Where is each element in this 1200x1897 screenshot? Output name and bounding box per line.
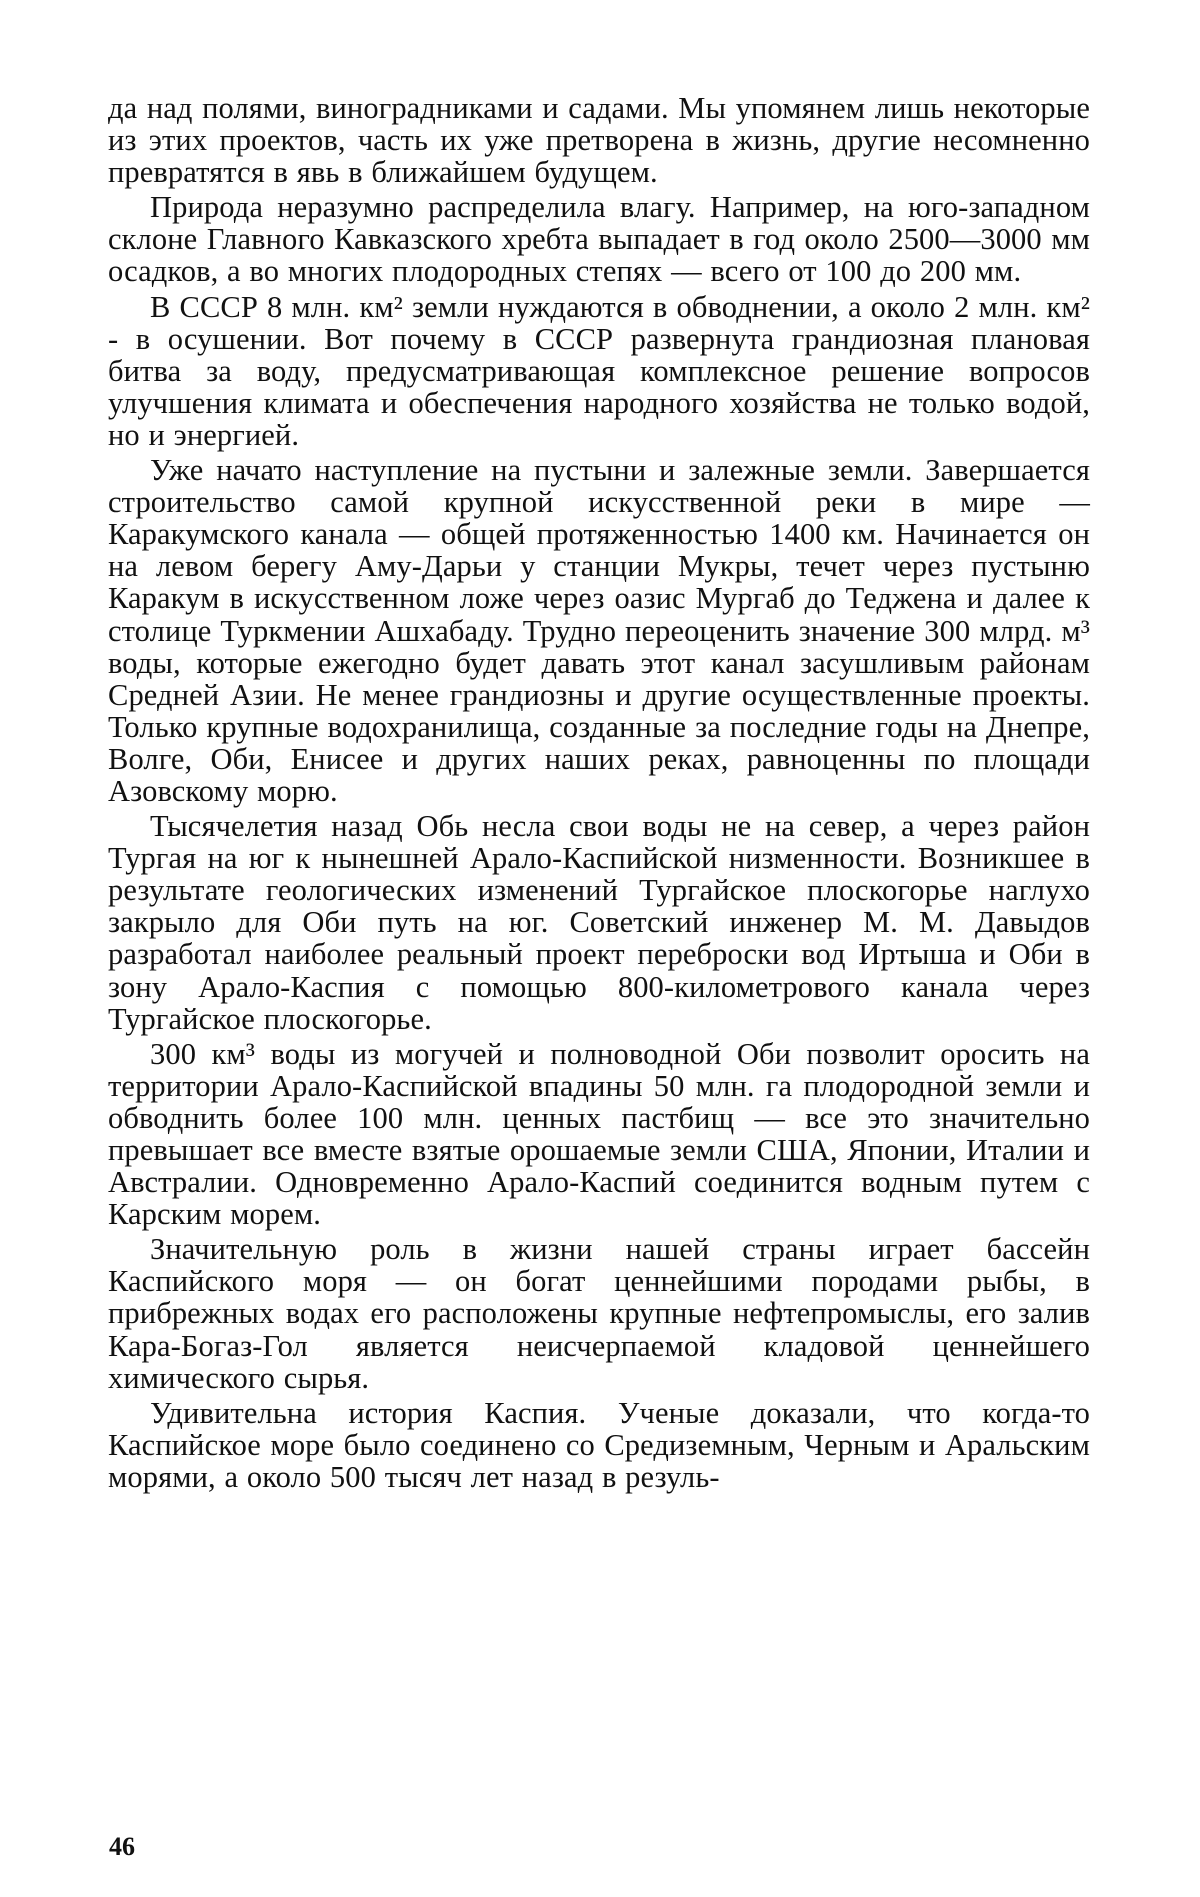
- paragraph-caspian-history: Удивительна история Каспия. Ученые доказали, что когда-то Каспийское море было соединено со Средиземным, Черным и Аральским морями, а около 500 тысяч лет назад в резуль-: [108, 1395, 1090, 1494]
- paragraph-continuation: да над полями, виноградниками и садами. Мы упомянем лишь некоторые из этих проектов, часть их уже претворена в жизнь, другие несомненно превратятся в явь в ближайшем будущем.: [108, 91, 1090, 190]
- paragraph-moisture-distribution: Природа неразумно распределила влагу. Например, на юго-западном склоне Главного Кавказского хребта выпадает в год около 2500—3000 мм осадков, а во многих плодородных степях — всего от 100 до 200 мм.: [108, 190, 1090, 289]
- page-body: [108, 92, 1090, 1493]
- paragraph-ob-water-transfer: 300 км³ воды из могучей и полноводной Оби позволит оросить на территории Арало-Каспийской впадины 50 млн. га плодородной земли и обводнить более 100 млн. ценных пастбищ — все это значительно превышает все вместе взятые орошаемые земли США, Японии, Италии и Австралии. Одновременно Арало-Каспий соединится водным путем с Карским морем.: [108, 1036, 1090, 1232]
- paragraph-ob-river-history: Тысячелетия назад Обь несла свои воды не на север, а через район Тургая на юг к нынешней Арало-Каспийской низменности. Возникшее в результате геологических изменений Тургайское плоскогорье наглухо закрыло для Оби путь на юг. Советский инженер М. М. Давыдов разработал наиболее реальный проект переброски вод Иртыша и Оби в зону Арало-Каспия с помощью 800-километрового канала через Тургайское плоскогорье.: [108, 809, 1090, 1036]
- paragraph-caspian-basin: Значительную роль в жизни нашей страны играет бассейн Каспийского моря — он богат ценнейшими породами рыбы, в прибрежных водах его расположены крупные нефтепромыслы, его залив Кара-Богаз-Гол является неисчерпаемой кладовой ценнейшего химического сырья.: [108, 1232, 1090, 1395]
- paragraph-ussr-irrigation: В СССР 8 млн. км² земли нуждаются в обводнении, а около 2 млн. км² - в осушении. Вот почему в СССР развернута грандиозная плановая битва за воду, предусматривающая комплексное решение вопросов улучшения климата и обеспечения народного хозяйства не только водой, но и энергией.: [108, 289, 1090, 452]
- page-number: 46: [109, 1832, 135, 1861]
- paragraph-karakum-canal: Уже начато наступление на пустыни и залежные земли. Завершается строительство самой крупной искусственной реки в мире — Каракумского канала — общей протяженностью 1400 км. Начинается он на левом берегу Аму-Дарьи у станции Мукры, течет через пустыню Каракум в искусственном ложе через оазис Мургаб до Теджена и далее к столице Туркмении Ашхабаду. Трудно переоценить значение 300 млрд. м³ воды, которые ежегодно будет давать этот канал засушливым районам Средней Азии. Не менее грандиозны и другие осуществленные проекты. Только крупные водохранилища, созданные за последние годы на Днепре, Волге, Оби, Енисее и других наших реках, равноценны по площади Азовскому морю.: [108, 453, 1090, 808]
